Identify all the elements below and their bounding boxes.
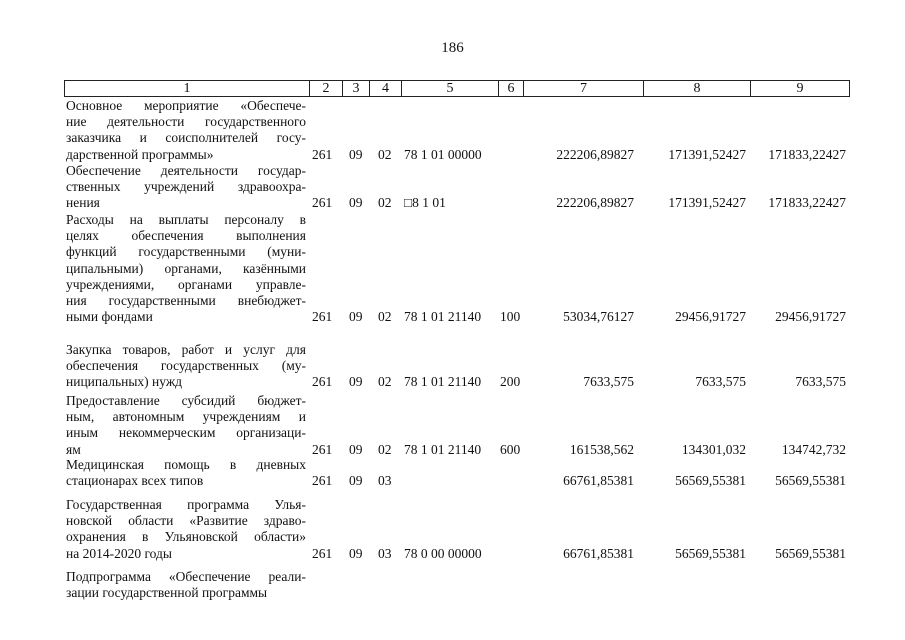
- description-line: целях обеспечения выполнения: [66, 228, 306, 244]
- header-col-1: 1: [65, 81, 310, 96]
- description-line: ние деятельности государственного: [66, 114, 306, 130]
- cell-c7: 161538,562: [569, 441, 634, 457]
- description-line: зации государственной программы: [66, 585, 268, 601]
- row-description: [66, 98, 306, 163]
- cell-c3: 09: [349, 441, 363, 457]
- header-col-6: 6: [499, 81, 524, 96]
- header-col-7: 7: [524, 81, 644, 96]
- cell-c3: 09: [349, 473, 363, 489]
- description-line: Государственная программа Улья-: [66, 497, 306, 512]
- description-line: Основное мероприятие «Обеспече-: [66, 98, 306, 113]
- cell-c2: 261: [312, 309, 333, 325]
- row-description: [66, 497, 306, 562]
- cell-c5: 78 1 01 21140: [404, 441, 482, 457]
- cell-c3: 09: [349, 545, 363, 561]
- description-line: Обеспечение деятельности государ-: [66, 163, 306, 178]
- cell-c5: □8 1 01: [404, 195, 446, 211]
- description-line: обеспечения государственных (му-: [66, 358, 306, 374]
- cell-c8: 134301,032: [681, 441, 746, 457]
- cell-c6: 600: [500, 441, 521, 457]
- cell-c5: 78 1 01 21140: [404, 374, 482, 390]
- cell-c7: 222206,89827: [556, 195, 634, 211]
- cell-c7: 66761,85381: [563, 473, 634, 489]
- description-line: Расходы на выплаты персоналу в: [66, 212, 306, 227]
- row-description: [66, 212, 306, 325]
- description-line: нения: [66, 195, 100, 211]
- cell-c3: 09: [349, 146, 363, 162]
- header-col-9: 9: [796, 81, 804, 96]
- cell-c5: 78 0 00 00000: [404, 545, 482, 561]
- cell-c3: 09: [349, 309, 363, 325]
- page-number: 186: [441, 40, 464, 56]
- cell-c9: 56569,55381: [775, 545, 846, 561]
- cell-c6: 100: [500, 309, 521, 325]
- cell-c2: 261: [312, 374, 333, 390]
- description-line: охранения в Ульяновской области»: [66, 529, 306, 545]
- cell-c4: 02: [378, 146, 392, 162]
- description-line: учреждениями, органами управле-: [66, 276, 306, 292]
- cell-c3: 09: [349, 195, 363, 211]
- cell-c4: 02: [378, 441, 392, 457]
- description-line: новской области «Развитие здраво-: [66, 513, 306, 529]
- cell-c8: 29456,91727: [675, 309, 746, 325]
- description-line: Предоставление субсидий бюджет-: [66, 393, 306, 408]
- description-line: на 2014-2020 годы: [66, 545, 172, 561]
- header-col-4: 4: [370, 81, 402, 96]
- cell-c5: 78 1 01 21140: [404, 309, 482, 325]
- description-line: ципальными) органами, казёнными: [66, 260, 306, 276]
- cell-c4: 02: [378, 309, 392, 325]
- description-line: Медицинская помощь в дневных: [66, 457, 306, 472]
- header-col-5: 5: [402, 81, 499, 96]
- cell-c7: 222206,89827: [556, 146, 634, 162]
- description-line: дарственной программы»: [66, 146, 214, 162]
- cell-c4: 02: [378, 195, 392, 211]
- cell-c2: 261: [312, 441, 333, 457]
- cell-c6: 200: [500, 374, 521, 390]
- cell-c8: 171391,52427: [668, 195, 746, 211]
- description-line: стационарах всех типов: [66, 473, 204, 489]
- description-line: ными фондами: [66, 309, 153, 325]
- row-description: [66, 569, 306, 601]
- cell-c8: 7633,575: [695, 374, 746, 390]
- header-col-3: 3: [343, 81, 370, 96]
- cell-c9: 171833,22427: [768, 146, 846, 162]
- table-header: [64, 80, 850, 97]
- cell-c9: 171833,22427: [768, 195, 846, 211]
- description-line: ния государственными внебюджет-: [66, 293, 306, 309]
- cell-c9: 7633,575: [795, 374, 846, 390]
- cell-c2: 261: [312, 195, 333, 211]
- cell-c9: 56569,55381: [775, 473, 846, 489]
- row-description: [66, 457, 306, 489]
- cell-c4: 03: [378, 473, 392, 489]
- cell-c4: 02: [378, 374, 392, 390]
- row-description: [66, 342, 306, 391]
- cell-c8: 56569,55381: [675, 473, 746, 489]
- header-col-8: 8: [644, 81, 751, 96]
- cell-c7: 7633,575: [583, 374, 634, 390]
- description-line: ям: [66, 441, 81, 457]
- row-description: [66, 393, 306, 458]
- cell-c3: 09: [349, 374, 363, 390]
- description-line: Подпрограмма «Обеспечение реали-: [66, 569, 306, 584]
- cell-c2: 261: [312, 545, 333, 561]
- description-line: иным некоммерческим организаци-: [66, 425, 306, 441]
- description-line: заказчика и соисполнителей госу-: [66, 130, 306, 146]
- row-description: [66, 163, 306, 212]
- cell-c9: 29456,91727: [775, 309, 846, 325]
- cell-c2: 261: [312, 473, 333, 489]
- header-col-2: 2: [310, 81, 343, 96]
- cell-c5: 78 1 01 00000: [404, 146, 482, 162]
- cell-c4: 03: [378, 545, 392, 561]
- description-line: функций государственными (муни-: [66, 244, 306, 260]
- description-line: ниципальных) нужд: [66, 374, 183, 390]
- cell-c8: 171391,52427: [668, 146, 746, 162]
- cell-c7: 53034,76127: [563, 309, 634, 325]
- description-line: ным, автономным учреждениям и: [66, 409, 306, 425]
- cell-c8: 56569,55381: [675, 545, 746, 561]
- cell-c7: 66761,85381: [563, 545, 634, 561]
- description-line: ственных учреждений здравоохра-: [66, 179, 306, 195]
- description-line: Закупка товаров, работ и услуг для: [66, 342, 306, 357]
- cell-c2: 261: [312, 146, 333, 162]
- cell-c9: 134742,732: [781, 441, 846, 457]
